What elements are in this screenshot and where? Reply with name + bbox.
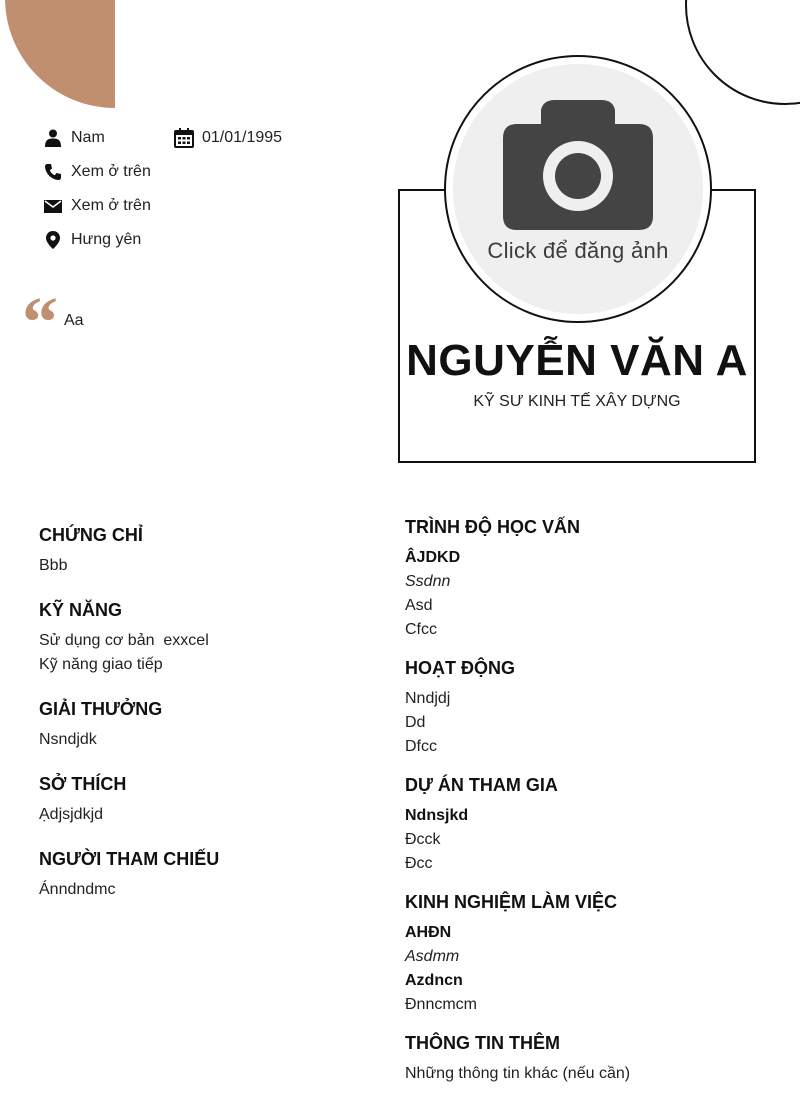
section-title: THÔNG TIN THÊM: [405, 1033, 560, 1053]
objective-text[interactable]: Aa: [64, 312, 84, 329]
section-title: DỰ ÁN THAM GIA: [405, 775, 558, 795]
project-detail[interactable]: Đcck: [405, 831, 441, 848]
skill-item[interactable]: Sử dụng cơ bản exxcel: [39, 632, 209, 649]
extra-info-section: [405, 1032, 765, 1086]
location-pin-icon: [43, 230, 63, 250]
envelope-icon: [43, 196, 63, 216]
left-column: [39, 524, 359, 923]
section-title: CHỨNG CHỈ: [39, 525, 143, 545]
camera-icon: [503, 100, 653, 230]
section-title: HOẠT ĐỘNG: [405, 658, 515, 678]
address-row: [43, 230, 141, 250]
birthdate-value[interactable]: 01/01/1995: [202, 129, 283, 146]
projects-section: [405, 774, 765, 876]
decorative-ring: [685, 0, 800, 105]
skills-section: [39, 599, 359, 677]
section-title: SỞ THÍCH: [39, 774, 127, 794]
person-icon: [43, 128, 63, 148]
education-detail[interactable]: Asd: [405, 597, 433, 614]
major-name[interactable]: Ssdnn: [405, 573, 451, 590]
calendar-icon: [174, 128, 194, 148]
phone-icon: [43, 162, 63, 182]
project-name[interactable]: Ndnsjkd: [405, 807, 469, 824]
activity-item[interactable]: Nndjdj: [405, 690, 451, 707]
section-title: GIẢI THƯỞNG: [39, 699, 163, 719]
award-item[interactable]: Nsndjdk: [39, 731, 97, 748]
experience-section: [405, 891, 765, 1017]
extra-info-text[interactable]: Những thông tin khác (nếu cần): [405, 1065, 631, 1082]
reference-item[interactable]: Ánndndmc: [39, 881, 116, 898]
company-name[interactable]: AHĐN: [405, 924, 452, 941]
education-section: [405, 516, 765, 642]
section-title: KỸ NĂNG: [39, 600, 123, 620]
email-row: [43, 196, 151, 216]
email-value[interactable]: Xem ở trên: [71, 197, 151, 214]
upload-photo-label: Click để đăng ảnh: [487, 238, 669, 263]
avatar-upload[interactable]: [444, 55, 712, 323]
hobbies-section: [39, 773, 359, 827]
right-column: [405, 516, 765, 1107]
section-title: KINH NGHIỆM LÀM VIỆC: [405, 892, 618, 912]
gender-value[interactable]: Nam: [71, 129, 105, 146]
phone-row: [43, 162, 151, 182]
project-detail[interactable]: Đcc: [405, 855, 433, 872]
skill-item[interactable]: Kỹ năng giao tiếp: [39, 656, 163, 673]
full-name[interactable]: NGUYỄN VĂN A: [406, 336, 748, 385]
certificates-section: [39, 524, 359, 578]
job-title[interactable]: KỸ SƯ KINH TẾ XÂY DỰNG: [473, 393, 681, 410]
activities-section: [405, 657, 765, 759]
avatar-placeholder: [453, 64, 703, 314]
awards-section: [39, 698, 359, 752]
school-name[interactable]: ÂJDKD: [405, 549, 461, 566]
phone-value[interactable]: Xem ở trên: [71, 163, 151, 180]
certificate-item[interactable]: Bbb: [39, 557, 68, 574]
gender-row: [43, 128, 105, 148]
decorative-corner-shape: [5, 0, 115, 108]
references-section: [39, 848, 359, 902]
birthdate-row: [174, 128, 282, 148]
role-name[interactable]: Azdncn: [405, 972, 463, 989]
experience-detail[interactable]: Đnncmcm: [405, 996, 478, 1013]
activity-item[interactable]: Dd: [405, 714, 426, 731]
address-value[interactable]: Hưng yên: [71, 231, 142, 248]
quote-mark-icon: “: [22, 282, 54, 362]
activity-item[interactable]: Dfcc: [405, 738, 437, 755]
hobby-item[interactable]: Ạdjsjdkjd: [39, 806, 104, 823]
position-name[interactable]: Asdmm: [405, 948, 460, 965]
section-title: NGƯỜI THAM CHIẾU: [39, 849, 220, 869]
education-detail[interactable]: Cfcc: [405, 621, 437, 638]
section-title: TRÌNH ĐỘ HỌC VẤN: [405, 517, 580, 537]
